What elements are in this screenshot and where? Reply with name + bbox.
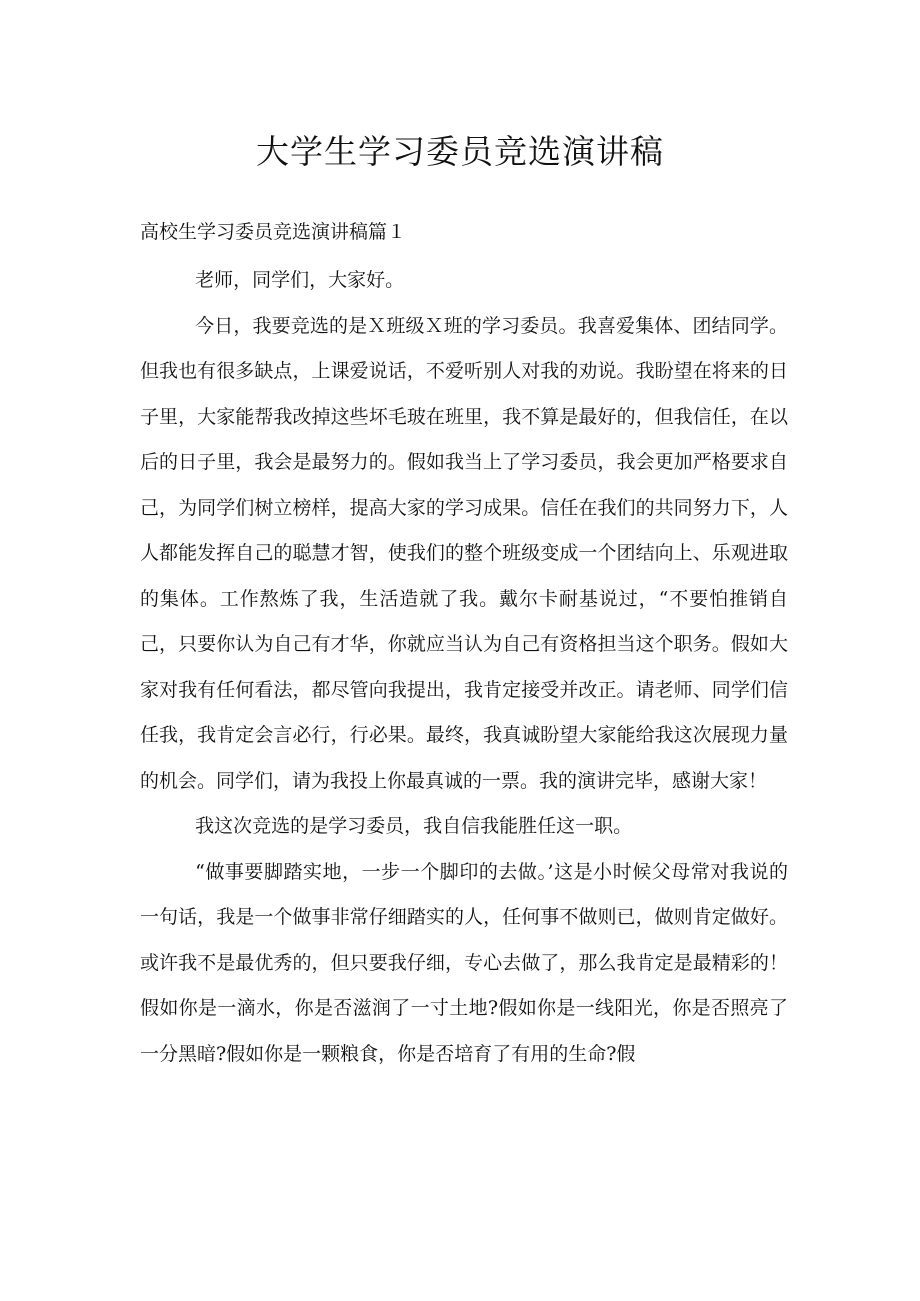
body-paragraph: 我这次竞选的是学习委员，我自信我能胜任这一职。 <box>195 815 633 837</box>
document-body <box>140 258 788 1077</box>
section-heading: 高校生学习委员竞选演讲稿篇１ <box>140 221 407 243</box>
body-paragraph: 今日，我要竞选的是Ｘ班级Ｘ班的学习委员。我喜爱集体、团结同学。但我也有很多缺点，上课爱说话，不爱听别人对我的劝说。我盼望在将来的日子里，大家能帮我改掉这些坏毛玻在班里，我不算是最好的，但我信任，在以后的日子里，我会是最努力的。假如我当上了学习委员，我会更加严格要求自己，为同学们树立榜样，提高大家的学习成果。信任在我们的共同努力下，人人都能发挥自己的聪慧才智，使我们的整个班级变成一个团结向上、乐观进取的集体。工作熬炼了我，生活造就了我。戴尔卡耐基说过，“不要怕推销自己，只要你认为自己有才华，你就应当认为自己有资格担当这个职务。假如大家对我有任何看法，都尽管向我提出，我肯定接受并改正。请老师、同学们信任我，我肯定会言必行，行必果。最终，我真诚盼望大家能给我这次展现力量的机会。同学们，请为我投上你最真诚的一票。我的演讲完毕，感谢大家！ <box>140 314 788 792</box>
body-paragraph: “做事要脚踏实地，一步一个脚印的去做。’这是小时候父母常对我说的一句话，我是一个做事非常仔细踏实的人，任何事不做则已，做则肯定做好。或许我不是最优秀的，但只要我仔细，专心去做了，那么我肯定是最精彩的！假如你是一滴水，你是否滋润了一寸土地?假如你是一线阳光，你是否照亮了一分黑暗?假如你是一颗粮食，你是否培育了有用的生命?假 <box>140 860 788 1065</box>
document-title: 大学生学习委员竞选演讲稿 <box>256 132 664 171</box>
greeting-paragraph: 老师，同学们，大家好。 <box>195 269 405 291</box>
